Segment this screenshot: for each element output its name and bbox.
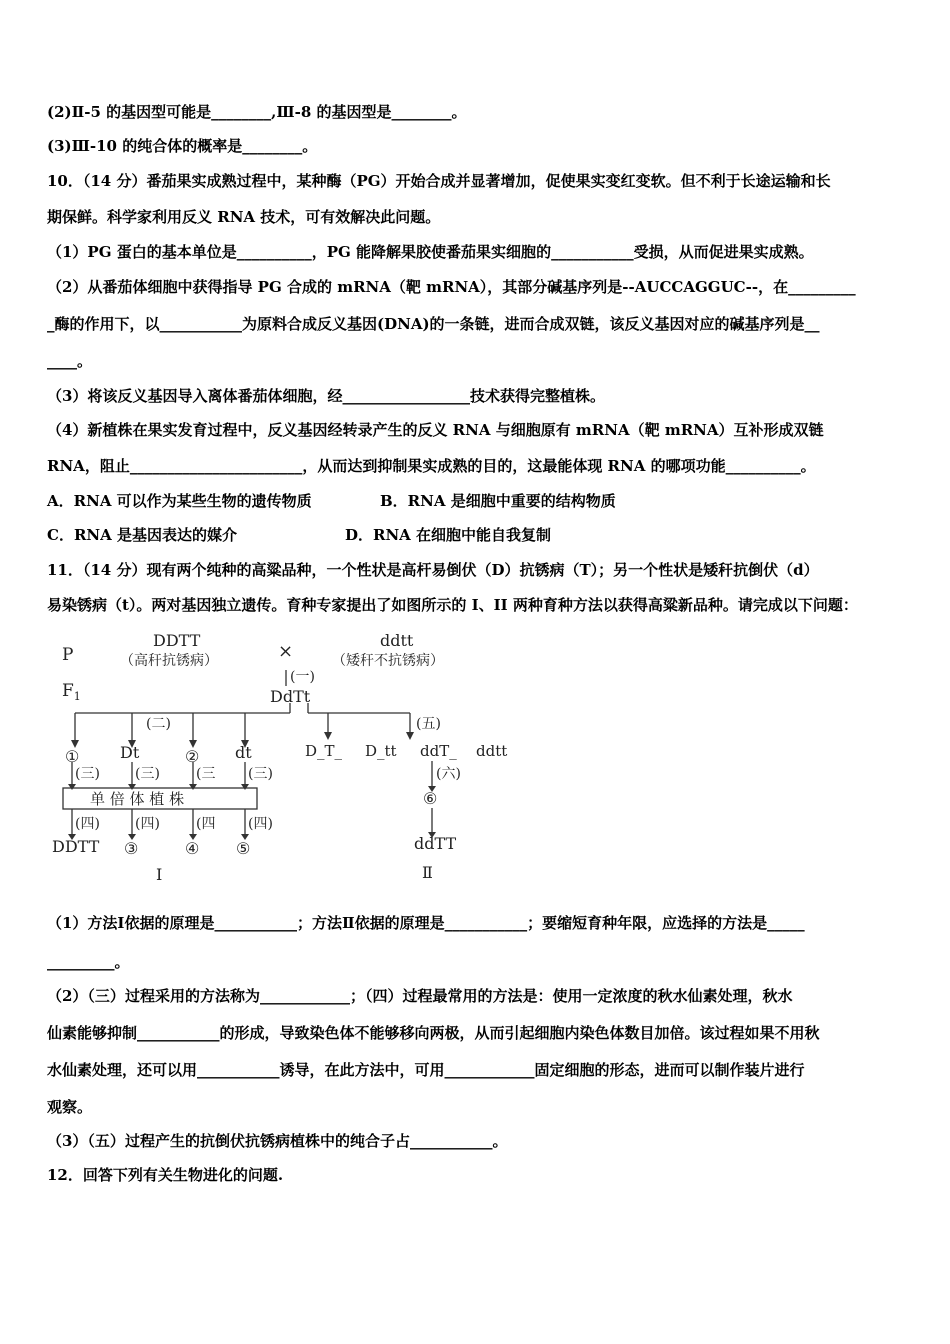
- question-11-part-2: （2）（三）过程采用的方法称为____________；（四）过程最常用的方法是：使用一定浓度的秋水仙素处理，秋水: [47, 987, 793, 1005]
- question-10-part-4-cont: RNA，阻止_______________________，从而达到抑制果实成熟的目的，这最能体现 RNA 的哪项功能__________。: [47, 457, 816, 475]
- question-11-part-3: （3）（五）过程产生的抗倒伏抗锈病植株中的纯合子占___________。: [47, 1132, 508, 1150]
- question-9-part-3: (3)Ⅲ-10 的纯合体的概率是________。: [47, 137, 318, 155]
- question-11-stem-cont: 易染锈病（t）。两对基因独立遗传。育种专家提出了如图所示的 I、II 两种育种方法以获得高粱新品种。请完成以下问题：: [47, 596, 858, 614]
- option-a: A．RNA 可以作为某些生物的遗传物质: [47, 492, 312, 510]
- question-11-part-1-cont: _________。: [47, 953, 130, 971]
- parent-2-genotype: ddtt: [380, 631, 414, 650]
- result-ddtt-2: ddTT: [414, 834, 457, 853]
- result-5: ⑤: [236, 839, 251, 858]
- question-11-part-1: （1）方法Ⅰ依据的原理是___________；方法Ⅱ依据的原理是___________；要缩短育种年限，应选择的方法是_____: [47, 914, 805, 932]
- gamete-2: Dt: [120, 743, 140, 762]
- result-6: ⑥: [423, 789, 438, 808]
- step-3-label: (三: [196, 766, 216, 782]
- option-d: D．RNA 在细胞中能自我复制: [345, 526, 552, 544]
- cross-symbol: ×: [278, 641, 294, 662]
- generation-p: P: [62, 645, 74, 665]
- question-11-part-2-cont2: 水仙素处理，还可以用___________诱导，在此方法中，可用____________固定细胞的形态，进而可以制作装片进行: [47, 1061, 805, 1079]
- f2-genotype-4: ddtt: [476, 742, 508, 760]
- step-4-label: (四: [196, 816, 216, 832]
- f2-genotype-2: D_tt: [365, 742, 397, 760]
- step-6-label: (六): [436, 766, 461, 782]
- question-11-part-2-end: 观察。: [47, 1098, 93, 1116]
- gamete-4: dt: [235, 743, 252, 762]
- step-4-label: (四): [135, 816, 160, 832]
- question-12-stem: 12．回答下列有关生物进化的问题.: [47, 1166, 284, 1184]
- f2-genotype-3: ddT_: [420, 742, 457, 760]
- step-3-label: (三): [248, 766, 273, 782]
- question-10-stem: 10．（14 分）番茄果实成熟过程中，某种酶（PG）开始合成并显著增加，促使果实变红变软。但不利于长途运输和长: [47, 172, 831, 190]
- step-3-label: (三): [135, 766, 160, 782]
- f2-genotype-1: D_T_: [305, 742, 343, 760]
- question-11-part-2-cont: 仙素能够抑制___________的形成，导致染色体不能够移向两极，从而引起细胞内染色体数目加倍。该过程如果不用秋: [47, 1024, 820, 1042]
- parent-2-phenotype: （矮秆不抗锈病）: [332, 653, 444, 669]
- f1-genotype: DdTt: [270, 687, 311, 706]
- parent-1-phenotype: （高秆抗锈病）: [120, 653, 218, 669]
- question-10-part-4: （4）新植株在果实发育过程中，反义基因经转录产生的反义 RNA 与细胞原有 mRNA（靶 mRNA）互补形成双链: [47, 421, 824, 439]
- result-4: ④: [185, 839, 200, 858]
- option-c: C．RNA 是基因表达的媒介: [47, 526, 237, 544]
- result-ddtt: DDTT: [52, 837, 100, 856]
- haploid-plant-label: 单 倍 体 植 株: [90, 790, 185, 808]
- question-10-stem-cont: 期保鲜。科学家利用反义 RNA 技术，可有效解决此问题。: [47, 208, 441, 226]
- gamete-1: ①: [65, 747, 80, 766]
- result-3: ③: [124, 839, 139, 858]
- breeding-diagram: [50, 628, 520, 893]
- option-b: B．RNA 是细胞中重要的结构物质: [380, 492, 616, 510]
- step-5-label: (五): [416, 716, 441, 732]
- step-1-label: (一): [290, 669, 315, 685]
- question-10-part-1: （1）PG 蛋白的基本单位是__________，PG 能降解果胶使番茄果实细胞的___________受损，从而促进果实成熟。: [47, 243, 814, 261]
- step-2-label: (二): [146, 716, 171, 732]
- step-4-label: (四): [75, 816, 100, 832]
- question-10-part-2-end: ____。: [47, 352, 93, 370]
- question-9-part-2: (2)Ⅱ-5 的基因型可能是________,Ⅲ-8 的基因型是________。: [47, 103, 467, 121]
- generation-f1: $F_1$: [62, 681, 81, 703]
- question-10-part-2-cont: _酶的作用下，以___________为原料合成反义基因(DNA)的一条链，进而合成双链，该反义基因对应的碱基序列是__: [47, 315, 820, 333]
- question-10-part-2: （2）从番茄体细胞中获得指导 PG 合成的 mRNA（靶 mRNA），其部分碱基序列是--AUCCAGGUC--，在_________: [47, 278, 856, 296]
- question-11-stem: 11．（14 分）现有两个纯种的高粱品种，一个性状是高杆易倒伏（D）抗锈病（T）；另一个性状是矮秆抗倒伏（d）: [47, 561, 819, 579]
- parent-1-genotype: DDTT: [153, 631, 201, 650]
- method-2-label: Ⅱ: [422, 863, 433, 882]
- step-4-label: (四): [248, 816, 273, 832]
- method-1-label: I: [156, 865, 163, 884]
- question-10-part-3: （3）将该反义基因导入离体番茄体细胞，经_________________技术获得完整植株。: [47, 387, 605, 405]
- gamete-3: ②: [185, 747, 200, 766]
- step-3-label: (三): [75, 766, 100, 782]
